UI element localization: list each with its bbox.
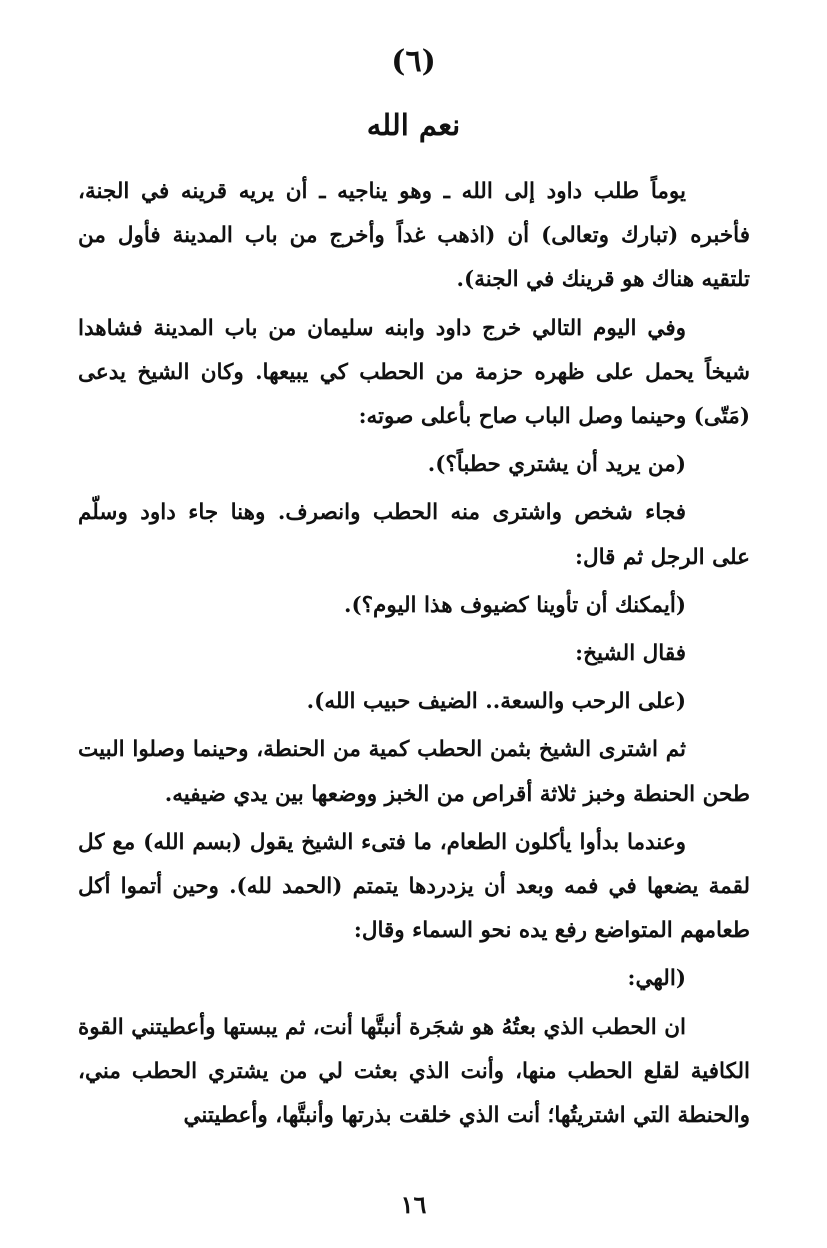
page-number: ١٦ bbox=[400, 1190, 427, 1219]
paragraph: فقال الشيخ: bbox=[575, 641, 686, 667]
paragraph: ان الحطب الذي بعتُهُ هو شجَرة أنبتَّها أنت، ثم يبستها وأعطيتني القوة الكافية لقلع الحطب منها، وأنت الذي بعثت لي من يشتري الحطب مني، والحنطة التي اشتريتُها؛ أنت الذي خلقت بذرتها وأنبتَّها، وأعطيتني bbox=[78, 1014, 750, 1129]
paragraph: ثم اشترى الشيخ بثمن الحطب كمية من الحنطة، وحينما وصلوا البيت طحن الحنطة وخبز ثلاثة أقراص من الخبز ووضعها بين يدي ضيفيه. bbox=[78, 737, 750, 807]
paragraph: يوماً طلب داود إلى الله ـ وهو يناجيه ـ أن يريه قرينه في الجنة، فأخبره (تبارك وتعالى) أن (اذهب غداً وأخرج من باب المدينة فأول من تلتقيه هناك هو قرينك في الجنة). bbox=[78, 179, 750, 293]
chapter-number: (٦) bbox=[391, 44, 436, 79]
paragraph: (من يريد أن يشتري حطباً؟). bbox=[427, 452, 686, 478]
paragraph: (على الرحب والسعة.. الضيف حبيب الله). bbox=[306, 689, 686, 715]
paragraph: وفي اليوم التالي خرج داود وابنه سليمان من باب المدينة فشاهدا شيخاً يحمل على ظهره حزمة من الحطب كي يبيعها. وكان الشيخ يدعى (مَتّى) وحينما وصل الباب صاح بأعلى صوته: bbox=[78, 315, 750, 430]
chapter-title: نعم الله bbox=[366, 108, 461, 142]
paragraph: (أيمكنك أن تأوينا كضيوف هذا اليوم؟). bbox=[343, 592, 686, 618]
paragraph: وعندما بدأوا يأكلون الطعام، ما فتىء الشيخ يقول (بسم الله) مع كل لقمة يضعها في فمه وبعد أن يزدردها يتمتم (الحمد لله). وحين أتموا أكل طعامهم المتواضع رفع يده نحو السماء وقال: bbox=[78, 829, 750, 944]
paragraph: فجاء شخص واشترى منه الحطب وانصرف. وهنا جاء داود وسلّم على الرجل ثم قال: bbox=[78, 500, 750, 570]
paragraph: (الهي: bbox=[627, 966, 686, 992]
body-text bbox=[78, 170, 750, 1138]
